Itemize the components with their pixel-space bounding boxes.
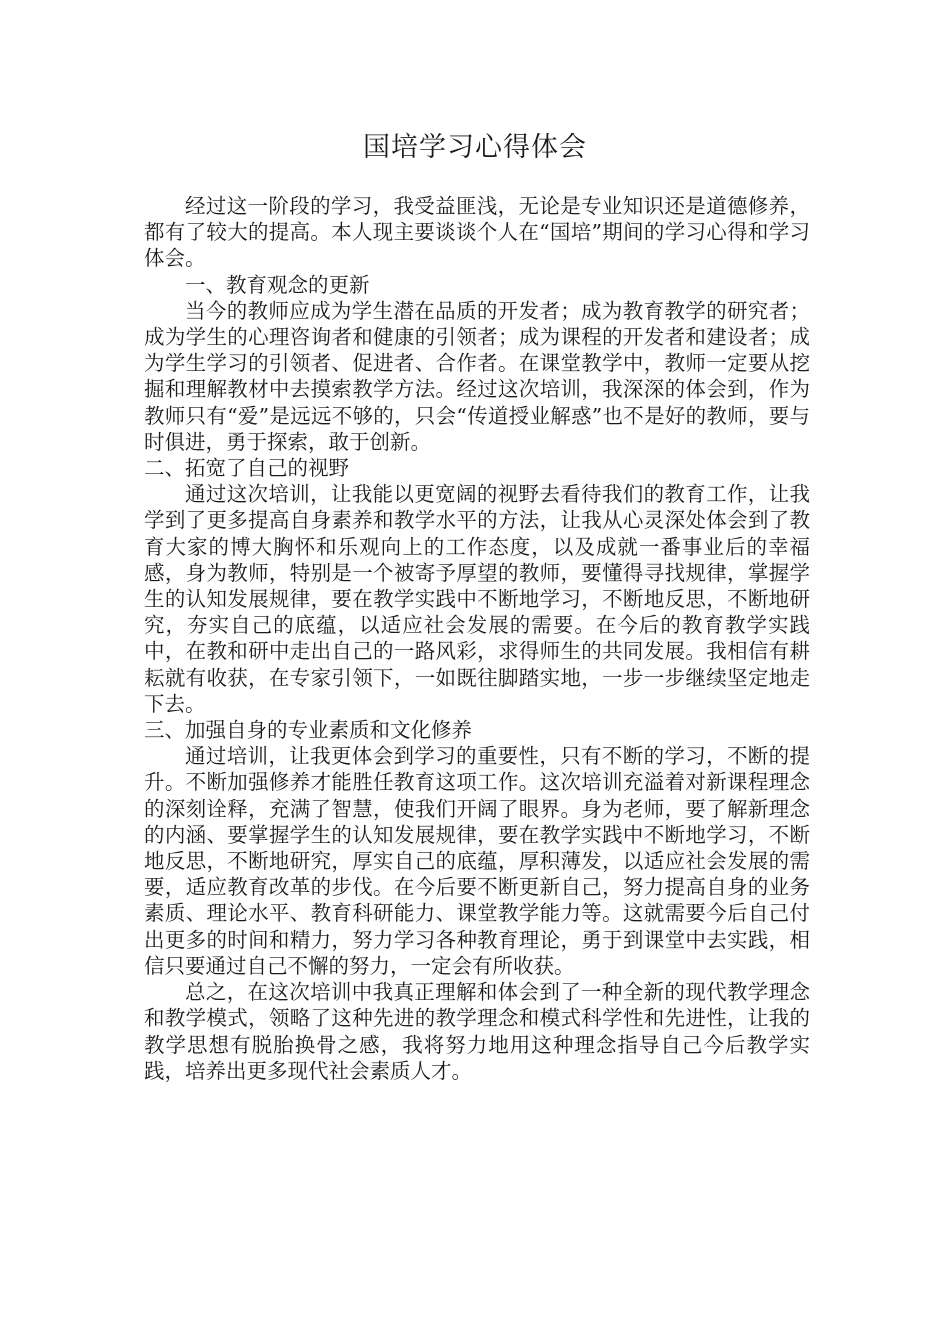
document-title: 国培学习心得体会: [363, 132, 587, 163]
section-heading-2: 二、拓宽了自己的视野: [144, 456, 349, 481]
paragraph-conclusion: 总之，在这次培训中我真正理解和体会到了一种全新的现代教学理念和教学模式，领略了这种先进的教学理念和模式科学性和先进性，让我的教学思想有脱胎换骨之感，我将努力地用这种理念指导自己今后教学实践，培养出更多现代社会素质人才。: [144, 980, 810, 1083]
paragraph-section-1: 当今的教师应成为学生潜在品质的开发者；成为教育教学的研究者；成为学生的心理咨询者和健康的引领者；成为课程的开发者和建设者；成为学生学习的引领者、促进者、合作者。在课堂教学中，教师一定要从挖掘和理解教材中去摸索教学方法。经过这次培训，我深深的体会到，作为教师只有“爱”是远远不够的，只会“传道授业解惑”也不是好的教师，要与时俱进，勇于探索，敢于创新。: [144, 298, 810, 454]
section-heading-3: 三、加强自身的专业素质和文化修养: [144, 718, 472, 743]
paragraph-section-3: 通过培训，让我更体会到学习的重要性，只有不断的学习，不断的提升。不断加强修养才能胜任教育这项工作。这次培训充溢着对新课程理念的深刻诠释，充满了智慧，使我们开阔了眼界。身为老师，要了解新理念的内涵、要掌握学生的认知发展规律，要在教学实践中不断地学习，不断地反思，不断地研究，厚实自己的底蕴，厚积薄发，以适应社会发展的需要，适应教育改革的步伐。在今后要不断更新自己，努力提高自身的业务素质、理论水平、教育科研能力、课堂教学能力等。这就需要今后自己付出更多的时间和精力，努力学习各种教育理论，勇于到课堂中去实践，相信只要通过自己不懈的努力，一定会有所收获。: [144, 744, 810, 978]
document-body: [144, 193, 810, 1084]
paragraph-intro: 经过这一阶段的学习，我受益匪浅，无论是专业知识还是道德修养，都有了较大的提高。本人现主要谈谈个人在“国培”期间的学习心得和学习体会。: [144, 194, 810, 271]
paragraph-section-2: 通过这次培训，让我能以更宽阔的视野去看待我们的教育工作，让我学到了更多提高自身素养和教学水平的方法，让我从心灵深处体会到了教育大家的博大胸怀和乐观向上的工作态度，以及成就一番事业后的幸福感，身为教师，特别是一个被寄予厚望的教师，要懂得寻找规律，掌握学生的认知发展规律，要在教学实践中不断地学习，不断地反思，不断地研究，夯实自己的底蕴，以适应社会发展的需要。在今后的教育教学实践中，在教和研中走出自己的一路风彩，求得师生的共同发展。我相信有耕耘就有收获，在专家引领下，一如既往脚踏实地，一步一步继续坚定地走下去。: [144, 482, 810, 716]
section-heading-1: 一、教育观念的更新: [185, 272, 370, 297]
